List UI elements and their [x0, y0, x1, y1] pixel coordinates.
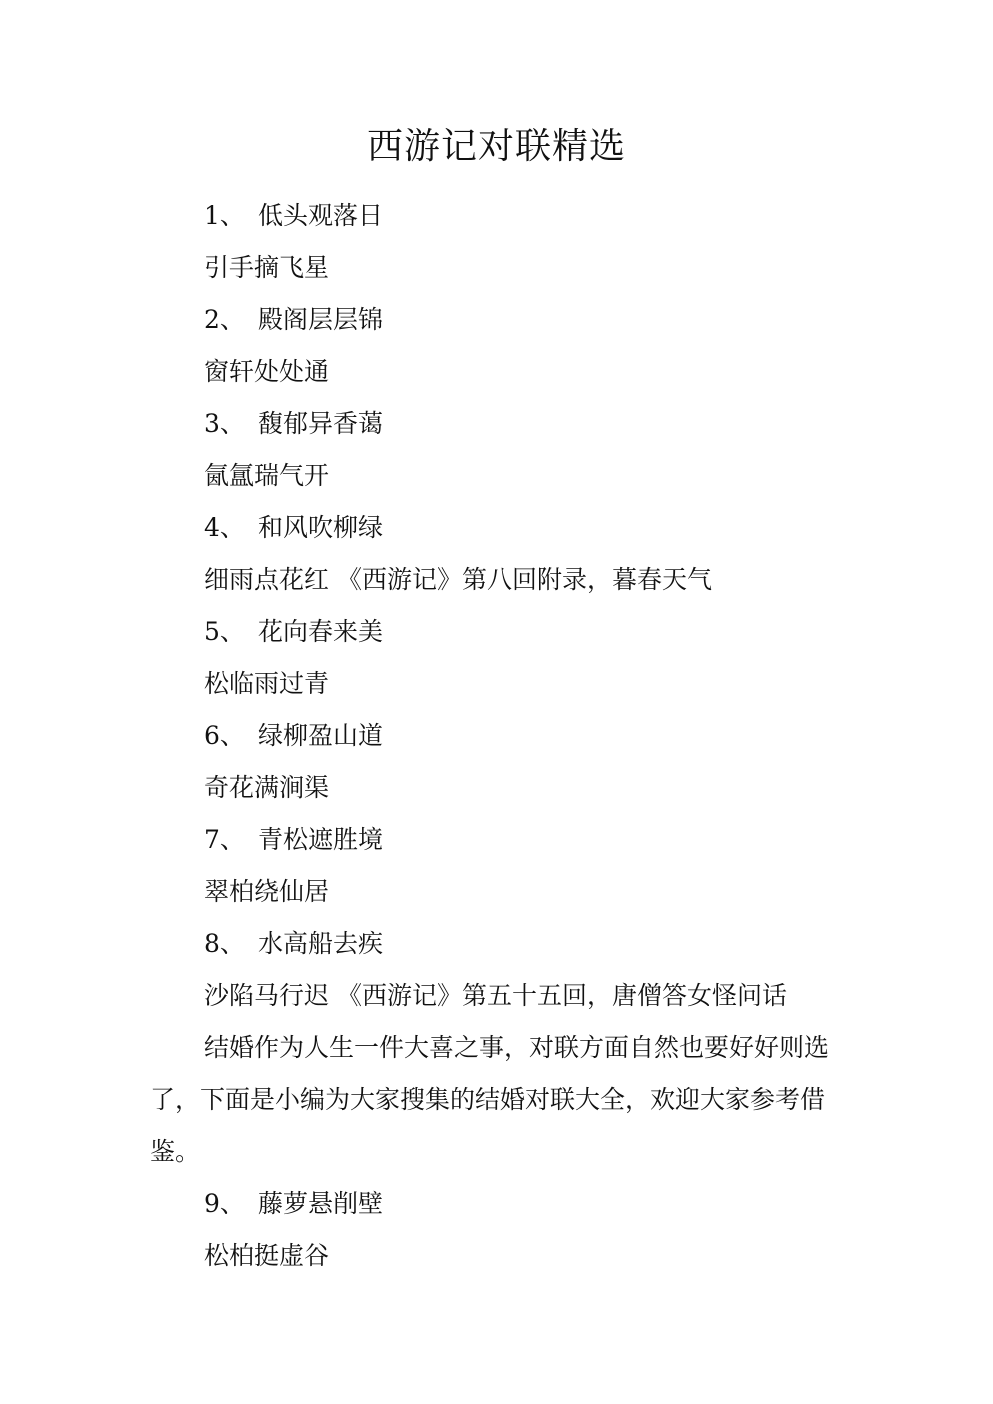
couplet-8-second: 沙陷马行迟 《西游记》第五十五回，唐僧答女怪问话 [204, 981, 787, 1010]
couplet-number: 4、 [204, 513, 245, 542]
couplet-7-second: 翠柏绕仙居 [204, 877, 330, 906]
couplet-4-second: 细雨点花红 《西游记》第八回附录，暮春天气 [204, 565, 712, 594]
couplet-8-first [204, 918, 844, 970]
couplet-text: 青松遮胜境 [258, 825, 384, 854]
couplet-number: 7、 [204, 825, 245, 854]
couplet-2-first [204, 294, 844, 346]
couplet-text: 花向春来美 [258, 617, 384, 646]
couplet-7-first [204, 814, 844, 866]
document-title: 西游记对联精选 [366, 126, 626, 167]
couplet-3-second: 氤氲瑞气开 [204, 461, 330, 490]
couplet-4-first [204, 502, 844, 554]
couplet-6-first [204, 710, 844, 762]
couplet-6-second: 奇花满涧渠 [204, 773, 330, 802]
couplet-3-first [204, 398, 844, 450]
couplet-1-second: 引手摘飞星 [204, 253, 330, 282]
couplet-number: 8、 [204, 929, 245, 958]
couplet-text: 藤萝悬削壁 [258, 1189, 384, 1218]
couplet-2-second: 窗轩处处通 [204, 357, 330, 386]
couplet-text: 绿柳盈山道 [258, 721, 384, 750]
couplet-5-second: 松临雨过青 [204, 669, 330, 698]
couplet-5-first [204, 606, 844, 658]
couplet-number: 3、 [204, 409, 245, 438]
couplet-9-second: 松柏挺虚谷 [204, 1241, 330, 1270]
couplet-text: 殿阁层层锦 [258, 305, 384, 334]
couplet-number: 9、 [204, 1189, 245, 1218]
couplet-number: 6、 [204, 721, 245, 750]
couplet-text: 低头观落日 [258, 201, 384, 230]
couplet-text: 馥郁异香蔼 [258, 409, 384, 438]
couplet-9-first [204, 1178, 844, 1230]
couplet-text: 和风吹柳绿 [258, 513, 384, 542]
couplet-number: 5、 [204, 617, 245, 646]
couplet-text: 水高船去疾 [258, 929, 384, 958]
couplet-1-first [204, 190, 844, 242]
couplet-number: 1、 [204, 201, 245, 230]
body-paragraph: 结婚作为人生一件大喜之事，对联方面自然也要好好则选了，下面是小编为大家搜集的结婚对联大全，欢迎大家参考借鉴。 [150, 1033, 830, 1166]
couplet-number: 2、 [204, 305, 245, 334]
